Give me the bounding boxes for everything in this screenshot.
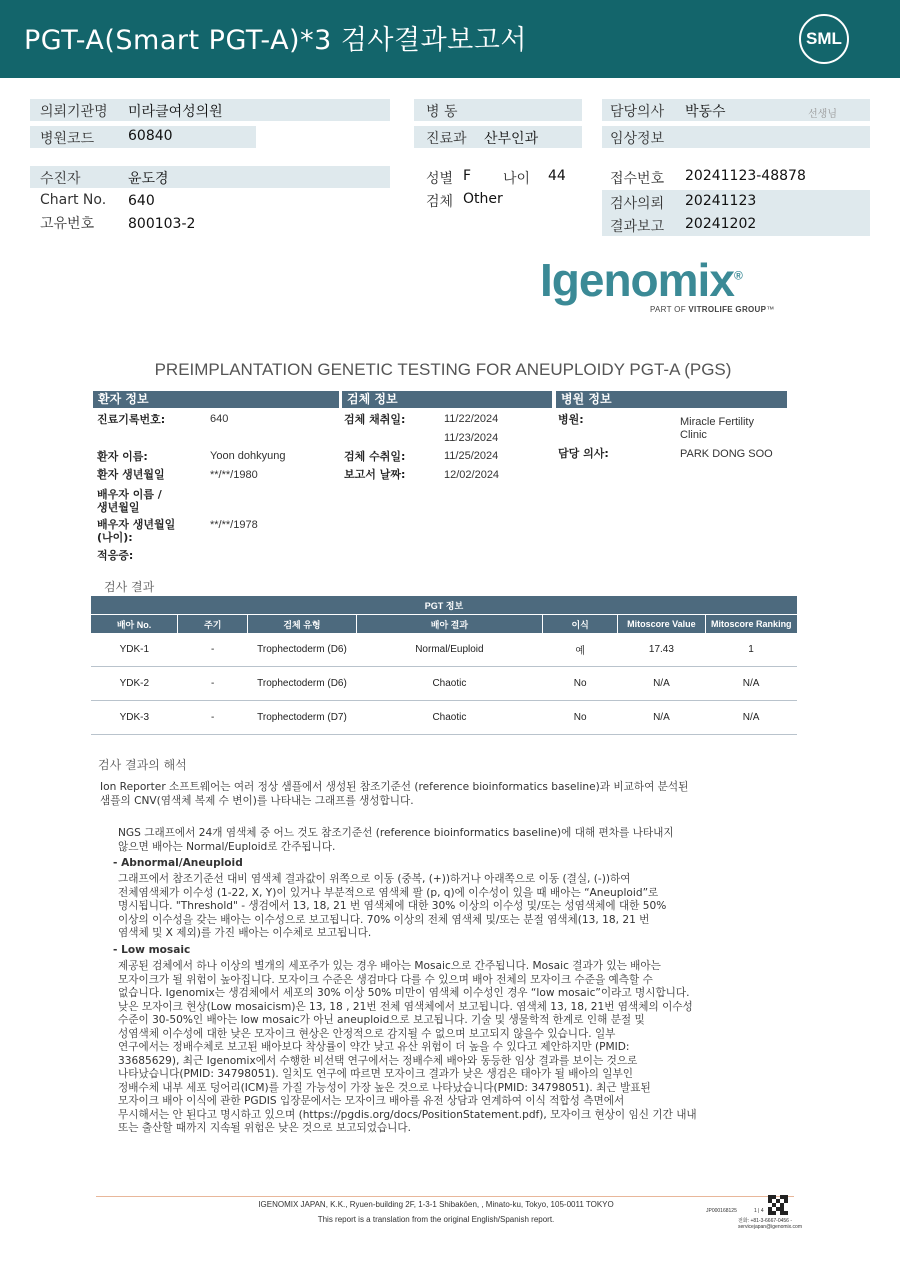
chart-value: 640 [128,193,155,209]
clinical-label: 임상정보 [610,131,665,147]
footer-phone: 전화: +81-3-6667-0456 - [738,1218,792,1224]
report-value: 20241202 [685,216,757,232]
report-label: 결과보고 [610,219,665,235]
cell-sample-type: Trophectoderm (D6) [248,633,356,667]
cell-embryo-no: YDK-2 [91,667,178,701]
col-mitoscore-ranking: Mitoscore Ranking [705,615,797,634]
department-label: 진료과 [426,131,467,147]
footer-translation-note: This report is a translation from the original English/Spanish report. [317,1215,555,1224]
cell-embryo-result: Normal/Euploid [356,633,542,667]
institution-value: 미라클여성의원 [128,104,223,120]
age-value: 44 [548,168,566,184]
doctor-suffix: 선생님 [808,109,837,120]
footer-divider [96,1196,794,1197]
col-transfer: 이식 [543,615,618,634]
sml-logo: SML [799,14,849,64]
ngs-line: 않으면 배아는 Normal/Euploid로 간주됩니다. [118,840,336,853]
received-value: 11/25/2024 [444,450,499,462]
report-date-label: 보고서 날짜: [344,468,406,481]
cell-transfer: 예 [543,633,618,667]
table-row [91,701,797,735]
patient-name-label: 환자 이름: [97,450,148,463]
col-embryo-no: 배아 No. [91,615,178,634]
low-mosaic-line: 모자이크가 될 위험이 높아집니다. 모자이크 수준은 생검마다 다를 수 있으며 배아 전체의 모자이크 수준을 예측할 수 [118,973,653,986]
cell-mitoscore-ranking: 1 [705,633,797,667]
cell-mitoscore-value: 17.43 [618,633,705,667]
cell-transfer: No [543,667,618,701]
table-row [91,633,797,667]
low-mosaic-line: 무시해서는 안 된다고 명시하고 있으며 (https://pgdis.org/docs/PositionStatement.pdf), 모자이크 현상이 임신 기간 내내 [118,1108,697,1121]
receipt-label: 접수번호 [610,171,665,187]
sex-value: F [463,168,472,184]
cell-embryo-result: Chaotic [356,667,542,701]
record-no-value: 640 [210,413,229,425]
receipt-value: 20241123-48878 [685,168,806,184]
report-date-value: 12/02/2024 [444,469,500,481]
subline-bold: VITROLIFE GROUP [688,305,767,314]
patient-label: 수진자 [40,171,81,187]
spouse-label-line1: 배우자 이름 / [97,488,162,501]
footer-page: 1 | 4 [754,1208,764,1214]
hospital-doctor-label: 담당 의사: [558,447,609,460]
record-no-label: 진료기록번호: [97,413,166,426]
intro-line: Ion Reporter 소프트웨어는 여러 정상 샘플에서 생성된 참조기준선 (reference bioinformatics baseline)과 비교하여 분석된 [100,781,689,793]
cell-cycle: - [178,701,248,735]
subline-prefix: PART OF [650,305,689,314]
department-value: 산부인과 [484,131,539,147]
section-sample-info: 검체 정보 [342,391,552,408]
hospital-code-label: 병원코드 [40,131,95,147]
report-header-band [0,0,900,78]
id-value: 800103-2 [128,216,196,232]
footer-code: JP000168125 [706,1208,737,1214]
section-hospital-info: 병원 정보 [556,391,787,408]
low-mosaic-line: 없습니다. Igenomix는 생검체에서 세포의 30% 이상 50% 미만이 염색체 이수성인 경우 “low mosaic”이라고 명시합니다. [118,987,690,999]
interpretation-ngs [118,827,674,854]
ngs-line: NGS 그래프에서 24개 염색체 중 어느 것도 참조기준선 (reference bioinformatics baseline)에 대해 편차를 나타내지 [118,827,674,839]
hospital-value-1: Miracle Fertility [680,416,754,428]
collected-label: 검체 채취일: [344,413,406,426]
abnormal-line: 이상의 이수성을 갖는 배아는 이수성으로 보고됩니다. 70% 이상의 전체 염색체 및/또는 분절 염색체(13, 18, 21 번 [118,913,650,926]
low-mosaic-line: 수준이 30-50%인 배아는 low mosaic가 아닌 aneuploid으로 보고됩니다. 기술 및 생물학적 한계로 인해 분절 및 [118,1014,645,1026]
low-mosaic-line: 나타났습니다(PMID: 34798051). 일치도 연구에 따르면 모자이크 결과가 낮은 생검은 태아가 될 배아의 일부인 [118,1068,633,1080]
spouse-dob-label-line2: (나이): [97,531,133,544]
hospital-label: 병원: [558,413,584,426]
request-value: 20241123 [685,193,757,209]
patient-dob-value: **/**/1980 [210,469,258,481]
igenomix-subline [650,305,775,314]
section-patient-info: 환자 정보 [93,391,339,408]
abnormal-line: 명시됩니다. "Threshold" - 생검에서 13, 18, 21 번 염색체에 대한 30% 이상의 이수성 및/또는 성염색체에 대한 50% [118,900,667,912]
cell-sample-type: Trophectoderm (D7) [248,701,356,735]
collected-value-1: 11/22/2024 [444,413,499,425]
spouse-dob-label-line1: 배우자 생년월일 [97,518,176,531]
cell-sample-type: Trophectoderm (D6) [248,667,356,701]
table-row [91,667,797,701]
abnormal-heading: - Abnormal/Aneuploid [113,857,243,869]
low-mosaic-line: 성염색체 이수성에 대한 낮은 모자이크 현상은 안정적으로 감지될 수 없으며 보고되지 않을수 있습니다. 일부 [118,1027,616,1040]
patient-dob-label: 환자 생년월일 [97,468,165,481]
spouse-dob-value: **/**/1978 [210,519,258,531]
abnormal-line: 전체염색체가 이수성 (1-22, X, Y)이 있거나 부분적으로 염색체 팔 (p, q)에 이수성이 있을 때 배아는 “Aneuploid”로 [118,886,659,899]
subline-tm: ™ [766,305,775,314]
cell-embryo-no: YDK-3 [91,701,178,735]
interpretation-low-mosaic [118,960,697,1136]
patient-name-value: Yoon dohkyung [210,450,286,462]
cell-mitoscore-value: N/A [618,701,705,735]
abnormal-line: 그래프에서 참조기준선 대비 염색체 결과값이 위쪽으로 이동 (중복, (+))하거나 아래쪽으로 이동 (결실, (-))하여 [118,873,631,885]
chart-label: Chart No. [40,192,107,208]
intro-line: 샘플의 CNV(염색체 복제 수 변이)를 나타내는 그래프를 생성합니다. [100,794,414,807]
footer-email: servicejapan@igenomix.com [738,1224,802,1230]
cell-cycle: - [178,633,248,667]
abnormal-line: 염색체 및 X 제외)를 가진 배아는 이수체로 보고됩니다. [118,927,372,939]
footer-address: IGENOMIX JAPAN, K.K., Ryuen-building 2F, 1-3-1 Shibakōen, , Minato-ku, Tokyo, 105-0011 TOKYO [258,1200,614,1209]
received-label: 검체 수취일: [344,450,406,463]
low-mosaic-line: 낮은 모자이크 현상(Low mosaicism)은 13, 18 , 21번 전체 염색체에서 보고됩니다. 염색체 13, 18, 21번 염색체의 이수성 [118,1000,693,1013]
col-cycle: 주기 [178,615,248,634]
igenomix-logo-text: Igenomix [540,254,734,306]
indication-label: 적응증: [97,549,134,562]
sex-label: 성별 [426,171,454,187]
age-label: 나이 [503,171,531,187]
table-group-header: PGT 정보 [91,596,797,615]
cell-embryo-no: YDK-1 [91,633,178,667]
id-label: 고유번호 [40,216,95,232]
specimen-value: Other [463,191,503,207]
pgt-results-table [91,596,797,735]
cell-mitoscore-ranking: N/A [705,701,797,735]
qr-code-icon [768,1195,788,1215]
ward-label: 병 동 [426,104,458,120]
request-label: 검사의뢰 [610,196,665,212]
cell-mitoscore-value: N/A [618,667,705,701]
col-sample-type: 검체 유형 [248,615,356,634]
low-mosaic-line: 33685629), 최근 Igenomix에서 수행한 비선택 연구에서는 정배수체 배아와 동등한 임상 결과를 보이는 것으로 [118,1054,638,1067]
doctor-value: 박동수 [685,104,726,120]
info-bar [30,166,390,188]
low-mosaic-line: 제공된 검체에서 하나 이상의 별개의 세포주가 있는 경우 배아는 Mosaic으로 간주됩니다. Mosaic 결과가 있는 배아는 [118,960,661,972]
report-title-kr: PGT-A(Smart PGT-A)*3 검사결과보고서 [24,25,527,56]
doctor-label: 담당의사 [610,104,665,120]
hospital-value-2: Clinic [680,429,707,441]
interpretation-heading: 검사 결과의 해석 [98,758,187,772]
low-mosaic-line: 모자이크 배아 이식에 관한 PGDIS 입장문에서는 모자이크 배아를 유전 상담과 연계하여 이식 적합성 측면에서 [118,1095,625,1107]
low-mosaic-line: 또는 출산할 때까지 지속될 위험은 낮은 것으로 보고되었습니다. [118,1122,412,1134]
low-mosaic-line: 정배수체 내부 세포 덩어리(ICM)를 가질 가능성이 가장 높은 것으로 나타났습니다(PMID: 34798051). 최근 발표된 [118,1081,651,1094]
report-title-en: PREIMPLANTATION GENETIC TESTING FOR ANEUPLOIDY PGT-A (PGS) [154,360,732,379]
low-mosaic-heading: - Low mosaic [113,944,191,956]
patient-value: 윤도경 [128,171,169,187]
institution-label: 의뢰기관명 [40,104,108,120]
interpretation-intro [100,781,688,808]
specimen-label: 검체 [426,194,454,210]
interpretation-abnormal [118,873,666,941]
collected-value-2: 11/23/2024 [444,432,499,444]
cell-embryo-result: Chaotic [356,701,542,735]
cell-mitoscore-ranking: N/A [705,667,797,701]
spouse-label-line2: 생년월일 [97,501,140,514]
cell-transfer: No [543,701,618,735]
igenomix-logo [540,253,742,307]
cell-cycle: - [178,667,248,701]
hospital-code-value: 60840 [128,128,173,144]
hospital-doctor-value: PARK DONG SOO [680,448,773,460]
igenomix-reg-mark: ® [733,268,742,283]
col-embryo-result: 배아 결과 [356,615,542,634]
low-mosaic-line: 연구에서는 정배수체로 보고된 배아보다 착상률이 약간 낮고 유산 위험이 더 높을 수 있다고 제안하지만 (PMID: [118,1041,630,1053]
results-heading: 검사 결과 [104,580,155,594]
col-mitoscore-value: Mitoscore Value [618,615,705,634]
